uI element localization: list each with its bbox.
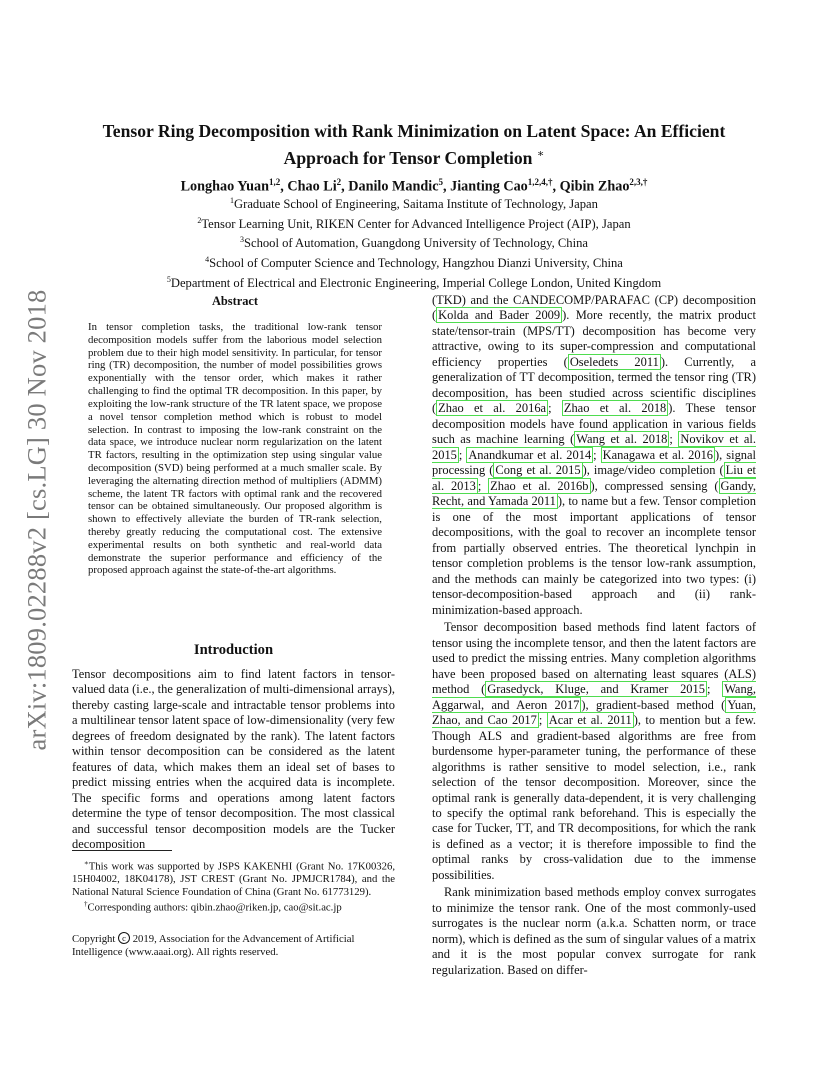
author-name: Jianting Cao xyxy=(450,178,528,195)
author-name: Longhao Yuan xyxy=(180,178,270,195)
arxiv-identifier-text: arXiv:1809.02288v2 [cs.LG] 30 Nov 2018 xyxy=(21,289,52,751)
citation-link[interactable]: Wang, Aggarwal, and Aeron 2017 xyxy=(432,682,756,712)
author-list: Longhao Yuan$^{1,2}$, Chao Li$^2$, Danilo Mandic$^5$, Jianting Cao$^{1,2,4,\dagger}$, Qibin Zhao$^{2,3,\dagger}$ xyxy=(180,177,648,195)
citation-link[interactable]: Acar et al. 2011 xyxy=(548,713,632,728)
citation-link[interactable]: Anandkumar et al. 2014 xyxy=(468,447,592,462)
affiliation-line: $^5$Department of Electrical and Electronic Engineering, Imperial College London, United Kingdom xyxy=(166,274,662,290)
citation-link[interactable]: Gandy, Recht, and Yamada 2011 xyxy=(432,478,756,509)
citation-link[interactable]: Zhao et al. 2016a xyxy=(438,401,547,416)
paper-title xyxy=(90,120,738,170)
abstract-heading: Abstract xyxy=(211,294,259,308)
citation-link[interactable]: Grasedyck, Kluge, and Kramer 2015 xyxy=(487,682,705,697)
right-paragraph-1: (TKD) and the CANDECOMP/PARAFAC (CP) decomposition ( Kolda and Bader 2009 ). More recently, the matrix product state/tensor-train (MPS/TT) decomposition has become very attractive, owing to its super-compression and computational efficiency properties ( Oseledets 2011 ). Currently, a generalization of TT decomposition, termed the tensor ring (TR) decomposition, has been studied across scientific disciplines ( Zhao et al. 2016a ; Zhao et al. 2018 ). These tensor decomposition models have found application in various fields such as machine learning ( Wang et al. 2018 ; Novikov et al. 2015 ; Anandkumar et al. 2014 ; Kanagawa et al. 2016 ), signal processing ( Cong et al. 2015 ), image/video completion ( Liu et al. 2013 ; Zhao et al. 2016b ), compressed sensing ( Gandy, Recht, and Yamada 2011 ), to name but a few. Tensor completion is one of the most important applications of tensor decompositions, with the goal to recover an incomplete tensor from partially observed entries. The theoretical lynchpin in tensor completion problems is the tensor low-rank assumption, and the methods can mainly be categorized into two types: (i) tensor-decomposition-based approach and (ii) rank-minimization-based approach. xyxy=(432,293,757,617)
introduction-heading: Introduction xyxy=(193,642,274,658)
citation-link[interactable]: Cong et al. 2015 xyxy=(495,463,581,478)
introduction-paragraph: Tensor decompositions aim to find latent factors in tensor-valued data (i.e., the generalization of multi-dimensional arrays), thereby casting large-scale and intractable tensor problems into a multilinear tensor latent space of low-dimensionality (very few degrees of freedom designated by the rank). The latent factors within tensor decomposition can be considered as the latent features of data, which makes them an ideal set of bases to predict missing entries when the acquired data is incomplete. The specific forms and operations among latent factors determine the type of tensor decomposition. The most classical and successful tensor decomposition models are the Tucker decomposition xyxy=(72,667,395,852)
citation-link[interactable]: Zhao et al. 2016b xyxy=(490,478,589,493)
affiliation-line: $^4$School of Computer Science and Technology, Hangzhou Dianzi University, China xyxy=(205,255,623,271)
citation-link[interactable]: Novikov et al. 2015 xyxy=(432,432,756,462)
author-affiliation-mark: 2,3,† xyxy=(629,177,648,187)
author-name: Qibin Zhao xyxy=(559,178,630,195)
paper-title-text: Tensor Ring Decomposition with Rank Minimization on Latent Space: An Efficient Approach for Tensor Completion xyxy=(102,121,726,168)
citation-link[interactable]: Oseledets 2011 xyxy=(569,354,659,369)
footnote-funding: ∗This work was supported by JSPS KAKENHI (Grant No. 17K00326, 15H04002, 18K04178), JST CREST (Grant No. JPMJCR1784), and the National Natural Science Foundation of China (Grant No. 61773129). xyxy=(72,859,395,898)
affiliation-line: $^3$School of Automation, Guangdong University of Technology, China xyxy=(239,235,588,251)
citation-link[interactable]: Wang et al. 2018 xyxy=(576,432,668,447)
copyright-symbol: c xyxy=(118,932,130,944)
arxiv-identifier xyxy=(22,280,52,760)
citation-link[interactable]: Yuan, Zhao, and Cao 2017 xyxy=(432,697,756,728)
citation-link[interactable]: Kanagawa et al. 2016 xyxy=(602,447,714,462)
author-affiliation-mark: 1,2,4,† xyxy=(527,177,553,187)
citation-link[interactable]: Liu et al. 2013 xyxy=(432,463,757,493)
author-affiliation-mark: 5 xyxy=(438,177,444,187)
right-column xyxy=(432,293,756,978)
right-paragraph-3: Rank minimization based methods employ convex surrogates to minimize the tensor rank. One of the most commonly-used surrogates is the nuclear norm (a.k.a. Schatten norm, or trace norm), which is defined as the sum of singular values of a matrix and it is the most popular convex surrogate for rank regularization. Based on differ- xyxy=(432,885,756,977)
footnote-rule xyxy=(72,850,172,851)
citation-link[interactable]: Kolda and Bader 2009 xyxy=(438,308,561,323)
author-name: Chao Li xyxy=(287,178,337,195)
author-affiliation-mark: 2 xyxy=(336,177,342,187)
author-affiliation-mark: 1,2 xyxy=(269,177,281,187)
author-name: Danilo Mandic xyxy=(348,178,439,195)
affiliation-line: $^1$Graduate School of Engineering, Saitama Institute of Technology, Japan xyxy=(230,196,598,212)
affiliation-line: $^2$Tensor Learning Unit, RIKEN Center for Advanced Intelligence Project (AIP), Japan xyxy=(197,215,631,231)
footnotes xyxy=(72,857,395,914)
abstract-body: In tensor completion tasks, the traditional low-rank tensor decomposition models suffer from the laborious model selection problem due to their high model sensitivity. In particular, for tensor ring (TR) decomposition, the number of model possibilities grows exponentially with the tensor order, which makes it rather challenging to find the optimal TR decomposition. In this paper, by exploiting the low-rank structure of the TR latent space, we propose a novel tensor completion method which is robust to model selection. In contrast to imposing the low-rank constraint on the data space, we introduce nuclear norm regularization on the latent TR factors, resulting in the optimization step using singular value decomposition (SVD) being performed at a much smaller scale. By leveraging the alternating direction method of multipliers (ADMM) scheme, the latent TR factors with optimal rank and the recovered tensor can be obtained simultaneously. Our proposed algorithm is shown to effectively alleviate the burden of TR-rank selection, thereby greatly reducing the computational cost. The extensive experimental results on both synthetic and real-world data demonstrate the superior performance and efficiency of the proposed approach against the state-of-the-art algorithms. xyxy=(88,321,382,577)
affiliation-list xyxy=(90,193,738,291)
title-footnote-mark: ∗ xyxy=(536,148,545,160)
citation-link[interactable]: Zhao et al. 2018 xyxy=(563,401,667,416)
footnote-corresponding: †Corresponding authors: qibin.zhao@riken.jp, cao@sit.ac.jp xyxy=(84,900,342,914)
right-paragraph-2: Tensor decomposition based methods find latent factors of tensor using the incomplete tensor, and then the latent factors are used to predict the missing entries. Many completion algorithms have been proposed based on alternating least squares (ALS) method ( Grasedyck, Kluge, and Kramer 2015 ; Wang, Aggarwal, and Aeron 2017 ), gradient-based method ( Yuan, Zhao, and Cao 2017 ; Acar et al. 2011 ), to mention but a few. Though ALS and gradient-based algorithms are free from burdensome hyper-parameter tuning, the performance of these algorithms is rather sensitive to model selection, i.e., rank selection of the tensor decomposition. Moreover, since the optimal rank is generally data-dependent, it is very challenging to specify the optimal rank beforehand. This is especially the case for Tucker, TT, and TR decompositions, for which the rank is defined as a vector; it is therefore impossible to find the optimal ranks by cross-validation due to the immense possibilities. xyxy=(432,620,756,882)
copyright-notice: Copyright c 2019, Association for the Advancement of Artificial Intelligence (www.aaai.org). All rights reserved. xyxy=(72,933,355,958)
